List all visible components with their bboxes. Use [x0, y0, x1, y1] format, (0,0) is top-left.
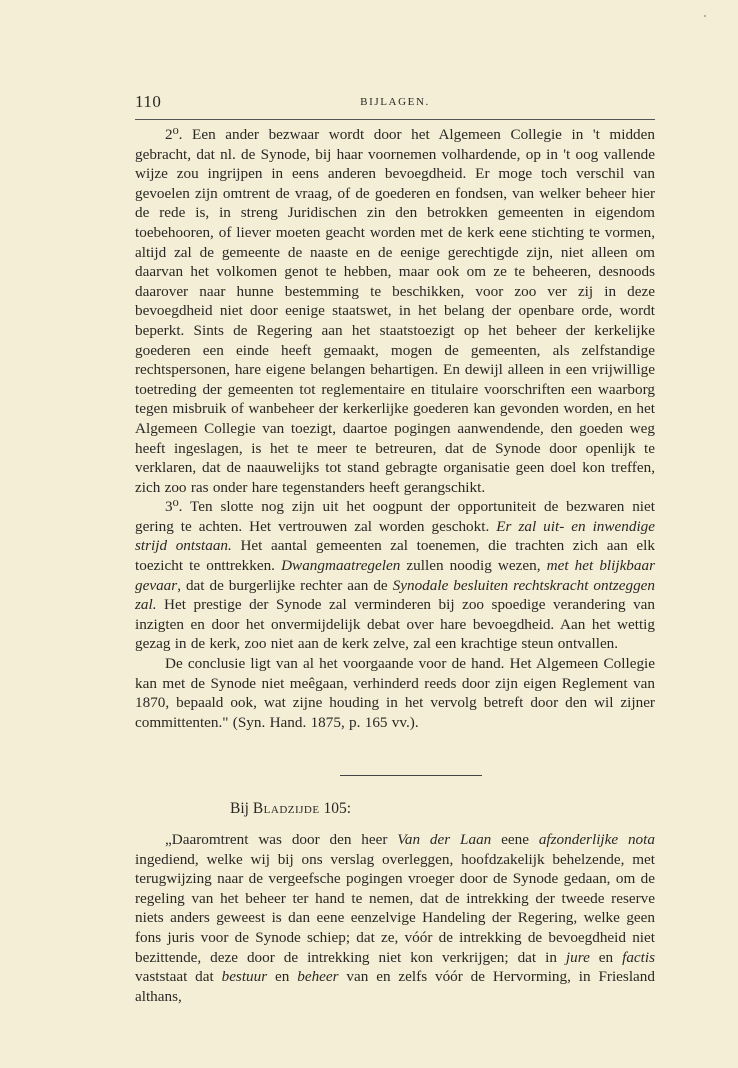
heading-prefix: Bij [230, 800, 253, 817]
text-run: zullen noodig wezen, [400, 557, 547, 575]
body-text-lower [135, 830, 655, 1006]
quote-paragraph [135, 830, 655, 1006]
italic-phrase: Dwangmaatregelen [281, 557, 401, 575]
header-rule [135, 119, 655, 120]
running-head: BIJLAGEN. [360, 96, 430, 108]
text-run: en [267, 968, 298, 986]
italic-phrase: Van der Laan [397, 831, 492, 848]
text-run: Het prestige der Synode zal verminderen bij zoo spoedige verandering van inzigten en door het onvermijdelijk debat over hare bevoegdheid. Aan het wettig gezag in de kerk, zoo niet aan de kerk zelve, zal een krachtige steun ontvallen. [135, 596, 655, 653]
paragraph-conclusion: De conclusie ligt van al het voorgaande voor de hand. Het Algemeen Collegie kan met de Synode niet meêgaan, verhinderd reeds door zijn eigen Reglement van 1870, bepaald ook, wat zijne houding in het vervolg betreft door den wil zijner committenten." (Syn. Hand. 1875, p. 165 vv.). [135, 655, 655, 731]
text-run: eene [491, 831, 539, 848]
heading-suffix: 105: [319, 800, 352, 817]
text-run: ingediend, welke wij bij ons verslag overleggen, hoofdzakelijk behelzende, met terugwijzing naar de vergeefsche pogingen vroeger door de Synode gedaan, om de regeling van het beheer ter hand te nemen, dat de intrekking der tweede reserve niets anders geweest is dan eene eenzelvige Handeling der Regering, welke geen fons juris voor de Synode schiep; dat ze, vóór de intrekking de bevoegdheid niet bezittende, deze door de intrekking niet kon verkrijgen; dat in [135, 850, 655, 966]
text-run: vaststaat dat [135, 968, 222, 986]
heading-smallcaps: Bladzijde [252, 800, 320, 817]
section-separator [340, 775, 482, 776]
italic-phrase: beheer [297, 968, 339, 986]
italic-phrase: Er zal uit- en inwendige strijd ontstaan. [135, 517, 656, 555]
text-run: van en zelfs vóór de Hervorming, in Friesland althans, [135, 968, 655, 1005]
paragraph-3 [135, 497, 655, 654]
paper-speck [704, 15, 706, 17]
italic-phrase: met het blijkbaar gevaar [135, 557, 655, 594]
section-heading [230, 800, 351, 818]
page-number: 110 [135, 92, 162, 111]
text-run: Het aantal gemeenten zal toenemen, die trachten zich aan elk toezicht te onttrekken. [135, 537, 655, 575]
italic-phrase: Synodale besluiten rechtskracht ontzeggen zal. [135, 576, 656, 614]
text-run: „Daaromtrent was door den heer [165, 831, 398, 848]
paragraph-2: 2⁰. Een ander bezwaar wordt door het Algemeen Collegie in 't midden gebracht, dat nl. de Synode, bij haar voornemen volhardende, op in 't oog vallende wijze zou ingrijpen in eens anderen bevoegdheid. Er moge toch verschil van gevoelen zijn omtrent de vraag, of de goederen en fondsen, van welker beheer hier de rede is, in streng Juridischen zin den betrokken gemeenten in eigendom toebehooren, of liever moeten geacht worden met de kerk eene stichting te vormen, altijd zal de gemeente de naaste en de eenige gerechtigde zijn, niet alleen om daarvan het volkomen genot te hebben, maar ook om ze te beheeren, desnoods daarover naar hunne bestemming te beschikken, voor zoo ver zij in deze bevoegdheid niet door eenige staatswet, in het belang der openbare orde, wordt beperkt. Sints de Regering aan het staatstoezigt op het beheer der kerkelijke goederen een einde heeft gemaakt, mogen de gemeenten, als zelfstandige rechtspersonen, hare eigene belangen behartigen. En dewijl alleen in een vrijwillige toetreding der gemeenten tot reglementaire en titulaire voorschriften een waarborg tegen misbruik of wanbeheer der kerkerlijke goederen kan gevonden worden, en het Algemeen Collegie van toezigt, daartoe pogingen aanwendende, den goeden weg heeft ingeslagen, is het te meer te betreuren, dat de Synode door openlijk te verklaren, dat de naauwelijks tot stand gebragte organisatie geen doel kon treffen, zich zoo ras onder hare tegenstanders heeft gerangschikt. [135, 126, 655, 496]
text-run: 3⁰. Ten slotte nog zijn uit het oogpunt der opportuniteit de bezwaren niet gering te achten. Het vertrouwen zal worden geschokt. [135, 498, 655, 535]
body-text-upper [135, 125, 655, 732]
page-header [135, 92, 655, 114]
italic-phrase: jure [565, 948, 590, 966]
italic-phrase: afzonderlijke nota [538, 831, 655, 848]
italic-phrase: factis [622, 948, 655, 966]
text-run: , dat de burgerlijke rechter aan de [177, 576, 393, 594]
text-run: en [589, 948, 623, 966]
italic-phrase: bestuur [221, 968, 268, 986]
